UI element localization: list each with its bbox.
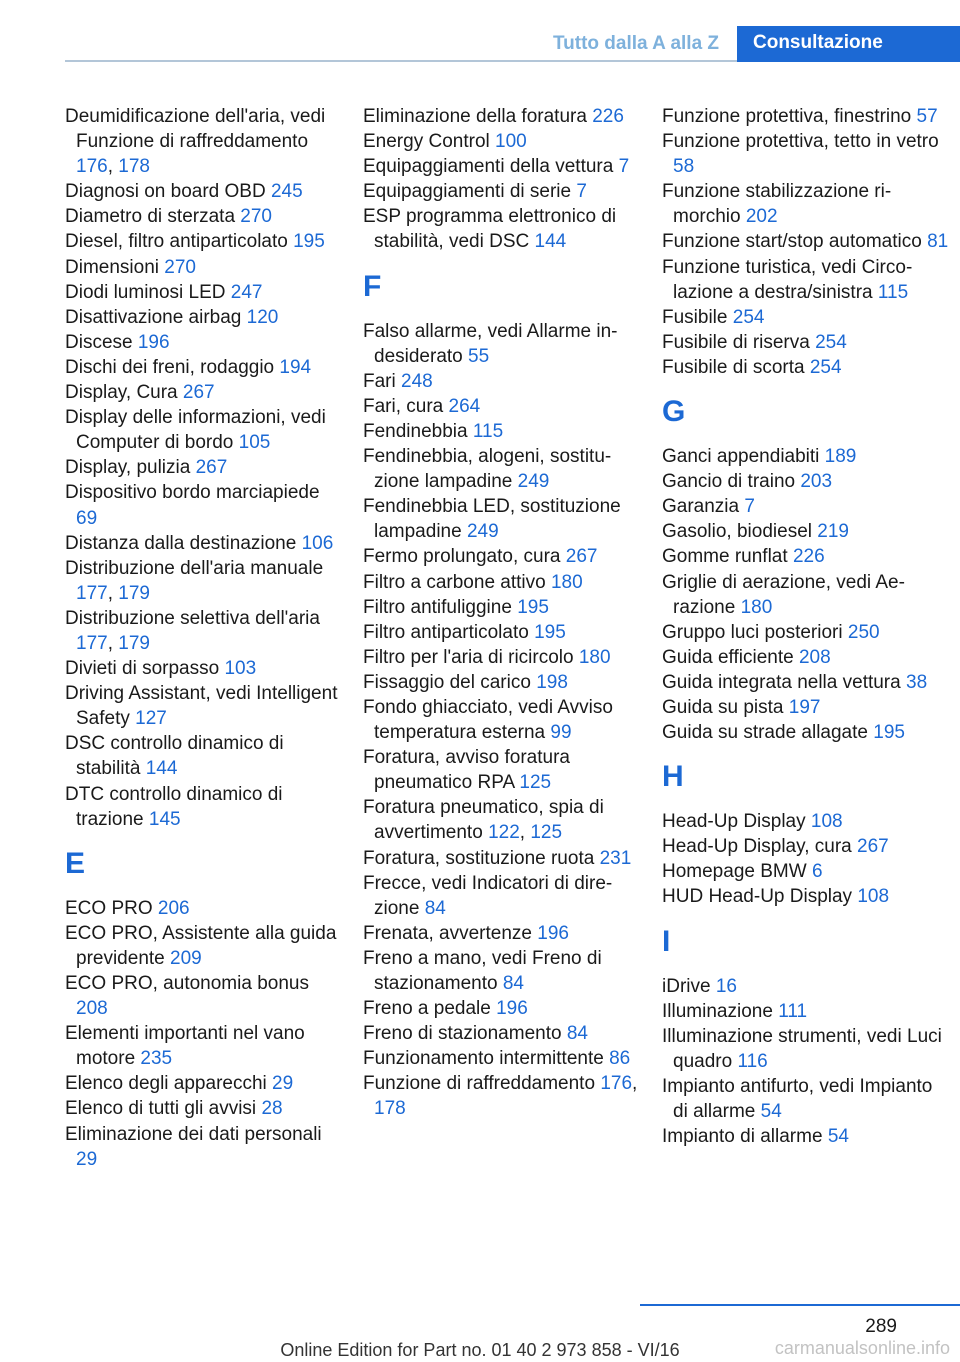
chapter-tab[interactable]: Consultazione xyxy=(737,26,960,62)
index-term: Freno di stazionamento xyxy=(363,1023,562,1045)
index-entry xyxy=(65,681,341,731)
index-entry xyxy=(662,255,952,305)
index-term: HUD Head-Up Display xyxy=(662,886,853,908)
index-entry xyxy=(662,974,952,999)
index-term: Gasolio, biodiesel xyxy=(662,521,812,543)
section-tab[interactable]: Tutto dalla A alla Z xyxy=(552,33,720,54)
index-term: Display, pulizia xyxy=(65,457,191,479)
page-link[interactable]: 270 xyxy=(164,256,196,278)
index-term: Funzione turistica, vedi Circolazione a destra/sinistra xyxy=(662,256,913,303)
index-term: Foratura, sostituzione ruota xyxy=(363,847,595,869)
index-term: Guida efficiente xyxy=(662,646,794,668)
index-entry xyxy=(363,444,639,494)
index-term: Falso allarme, vedi Allarme indesiderato xyxy=(363,320,618,367)
index-term: Elenco di tutti gli avvisi xyxy=(65,1098,257,1120)
watermark: carmanualsonline.info xyxy=(774,1338,950,1358)
page-separator: , xyxy=(519,822,531,844)
index-entry xyxy=(363,1046,639,1071)
index-entry xyxy=(363,695,639,745)
index-entry xyxy=(662,104,952,129)
index-term: Fari xyxy=(363,370,396,392)
index-entry xyxy=(65,896,341,921)
index-column-3 xyxy=(662,104,952,1149)
index-entry xyxy=(65,1071,341,1096)
page-link[interactable]: 55 xyxy=(468,345,490,367)
index-term: Fusibile di scorta xyxy=(662,356,805,378)
index-term: Guida su pista xyxy=(662,696,784,718)
page-number: 289 xyxy=(865,1316,897,1337)
index-entry xyxy=(363,570,639,595)
page-link[interactable]: 125 xyxy=(519,772,552,794)
index-entry xyxy=(662,494,952,519)
index-term: Display delle informazioni, vedi Computer di bordo xyxy=(65,407,326,454)
page-link[interactable]: 198 xyxy=(536,671,568,693)
page-link[interactable]: 122 xyxy=(488,822,520,844)
page-link[interactable]: 120 xyxy=(246,306,279,328)
index-entry xyxy=(662,645,952,670)
index-term: Driving Assistant, vedi Intelligent Safety xyxy=(65,683,338,730)
page-link[interactable]: 16 xyxy=(715,975,737,997)
index-entry xyxy=(65,255,341,280)
index-term: ESP programma elettronico di stabilità, vedi DSC xyxy=(363,206,617,253)
index-entry xyxy=(363,1021,639,1046)
index-entry xyxy=(662,1074,952,1124)
index-term: Illuminazione strumenti, vedi Luci quadro xyxy=(662,1025,942,1072)
section-letter: H xyxy=(662,760,684,794)
page-link[interactable]: 196 xyxy=(496,998,528,1020)
index-entry xyxy=(65,656,341,681)
index-term: Impianto antifurto, vedi Impianto di allarme xyxy=(662,1075,933,1122)
index-entry xyxy=(662,305,952,330)
index-entry xyxy=(662,355,952,380)
index-entry xyxy=(662,544,952,569)
page-link[interactable]: 81 xyxy=(927,231,949,253)
index-term: Elenco degli apparecchi xyxy=(65,1073,267,1095)
footer-rule xyxy=(640,1304,960,1306)
index-entry xyxy=(662,330,952,355)
index-entry xyxy=(65,480,341,530)
page-link[interactable]: 180 xyxy=(578,646,611,668)
page-link[interactable]: 179 xyxy=(118,582,150,604)
index-entry xyxy=(65,204,341,229)
index-entry xyxy=(65,1096,341,1121)
index-term: Fondo ghiacciato, vedi Avviso temperatura esterna xyxy=(363,696,613,744)
index-entry xyxy=(662,670,952,695)
index-entry xyxy=(363,921,639,946)
index-entry xyxy=(662,570,952,620)
page-link[interactable]: 250 xyxy=(847,621,880,643)
page-link[interactable]: 84 xyxy=(566,1023,588,1045)
index-entry xyxy=(662,519,952,544)
index-term: Filtro per l'aria di ricircolo xyxy=(363,646,574,668)
page-link[interactable]: 195 xyxy=(873,722,905,744)
index-term: ECO PRO, autonomia bonus xyxy=(65,973,309,994)
page-link[interactable]: 178 xyxy=(118,156,150,178)
page-link[interactable]: 105 xyxy=(238,432,271,454)
page-link[interactable]: 208 xyxy=(76,998,108,1020)
index-entry xyxy=(363,369,639,394)
index-term: Distribuzione selettiva dell'aria xyxy=(65,607,320,629)
page-link[interactable]: 99 xyxy=(550,722,572,744)
index-entry xyxy=(662,859,952,884)
index-entry xyxy=(363,1071,639,1121)
index-term: Dischi dei freni, rodaggio xyxy=(65,356,275,378)
index-term: Fissaggio del carico xyxy=(363,671,531,693)
page-link[interactable]: 195 xyxy=(293,231,325,253)
page-link[interactable]: 202 xyxy=(745,206,778,228)
index-term: Diagnosi on board OBD xyxy=(65,181,266,203)
index-entry xyxy=(363,394,639,419)
index-term: Frenata, avvertenze xyxy=(363,922,532,944)
index-term: Funzione di raffreddamento xyxy=(363,1073,596,1095)
index-term: Guida su strade allagate xyxy=(662,722,868,744)
index-term: Energy Control xyxy=(363,131,490,153)
index-entry xyxy=(363,846,639,871)
page-link[interactable]: 203 xyxy=(800,471,833,493)
index-entry xyxy=(662,179,952,229)
index-term: Divieti di sorpasso xyxy=(65,658,220,680)
page-link[interactable]: 127 xyxy=(135,708,167,730)
index-entry xyxy=(65,921,341,971)
index-term: DSC controllo dinamico di stabilità xyxy=(65,733,284,780)
index-term: Display, Cura xyxy=(65,382,178,404)
page-link[interactable]: 179 xyxy=(118,632,150,654)
index-entry xyxy=(662,469,952,494)
index-term: Illuminazione xyxy=(662,1000,773,1022)
index-entry xyxy=(363,494,639,544)
index-term: Filtro a carbone attivo xyxy=(363,571,546,593)
index-entry xyxy=(65,179,341,204)
page-link[interactable]: 108 xyxy=(857,886,890,908)
page-link[interactable]: 7 xyxy=(744,496,755,518)
page-separator: , xyxy=(107,156,119,178)
index-term: Freno a mano, vedi Freno di stazionamento xyxy=(363,947,602,994)
index-term: Fusibile xyxy=(662,306,728,328)
page-link[interactable]: 249 xyxy=(517,471,550,493)
page-link[interactable]: 125 xyxy=(530,822,563,844)
index-entry xyxy=(363,104,639,129)
index-term: Homepage BMW xyxy=(662,861,807,883)
page-link[interactable]: 7 xyxy=(576,181,587,203)
index-entry xyxy=(363,795,639,845)
index-term: Filtro antiparticolato xyxy=(363,621,529,643)
index-term: Impianto di allarme xyxy=(662,1126,823,1148)
index-term: Foratura pneumatico, spia di avvertimento xyxy=(363,797,604,844)
index-term: Eliminazione della foratura xyxy=(363,106,587,127)
index-term: Gruppo luci posteriori xyxy=(662,621,843,643)
index-entry xyxy=(363,544,639,569)
index-entry xyxy=(65,1021,341,1071)
page-link[interactable]: 248 xyxy=(401,370,433,392)
page-link[interactable]: 177 xyxy=(76,582,108,604)
index-entry xyxy=(65,1122,341,1172)
page-link[interactable]: 267 xyxy=(195,457,228,479)
page-link[interactable]: 178 xyxy=(374,1098,406,1120)
index-term: Funzionamento intermittente xyxy=(363,1048,604,1070)
index-entry xyxy=(662,809,952,834)
page-link[interactable]: 180 xyxy=(740,596,773,618)
page-link[interactable]: 270 xyxy=(240,206,272,228)
index-term: Funzione protettiva, tetto in vetro xyxy=(662,131,939,153)
page-link[interactable]: 176 xyxy=(600,1073,633,1095)
section-letter: E xyxy=(65,846,86,880)
page-link[interactable]: 197 xyxy=(788,696,821,718)
page-link[interactable]: 219 xyxy=(817,521,849,543)
page-link[interactable]: 111 xyxy=(778,1000,808,1022)
index-entry xyxy=(65,455,341,480)
page-link[interactable]: 231 xyxy=(599,847,632,869)
index-entry xyxy=(65,380,341,405)
index-entry xyxy=(363,204,639,254)
page-link[interactable]: 58 xyxy=(673,156,695,178)
index-entry xyxy=(65,405,341,455)
page-link[interactable]: 176 xyxy=(76,156,108,178)
page-link[interactable]: 226 xyxy=(792,546,825,568)
page-link[interactable]: 145 xyxy=(148,808,181,830)
page-link[interactable]: 84 xyxy=(502,973,524,994)
page-link[interactable]: 29 xyxy=(76,1148,98,1170)
index-term: Griglie di aerazione, vedi Aerazione xyxy=(662,571,905,618)
page-link[interactable]: 115 xyxy=(877,281,909,303)
page-link[interactable]: 177 xyxy=(76,632,108,654)
index-term: Garanzia xyxy=(662,496,740,518)
page-link[interactable]: 235 xyxy=(140,1048,173,1070)
page-link[interactable]: 29 xyxy=(272,1073,294,1095)
index-term: iDrive xyxy=(662,975,711,997)
index-term: Diodi luminosi LED xyxy=(65,281,226,303)
page-link[interactable]: 54 xyxy=(760,1101,782,1122)
page-link[interactable]: 38 xyxy=(906,671,928,693)
index-entry xyxy=(65,355,341,380)
index-entry xyxy=(662,1024,952,1074)
page-link[interactable]: 144 xyxy=(145,758,178,780)
index-term: Equipaggiamenti di serie xyxy=(363,181,572,203)
index-entry xyxy=(65,971,341,1021)
index-term: Head-Up Display xyxy=(662,811,806,833)
index-entry xyxy=(363,996,639,1021)
section-letter: I xyxy=(662,924,671,958)
index-term: Funzione stabilizzazione rimorchio xyxy=(662,181,892,228)
index-entry xyxy=(363,620,639,645)
page-link[interactable]: 144 xyxy=(534,231,567,253)
index-term: Guida integrata nella vettura xyxy=(662,671,901,693)
index-entry xyxy=(363,745,639,795)
index-entry xyxy=(363,595,639,620)
index-entry xyxy=(65,782,341,832)
page-link[interactable]: 245 xyxy=(270,181,303,203)
index-entry xyxy=(662,620,952,645)
page-link[interactable]: 100 xyxy=(495,131,527,153)
page-link[interactable]: 86 xyxy=(609,1048,631,1070)
index-entry xyxy=(662,884,952,909)
page-link[interactable]: 194 xyxy=(279,356,312,378)
page-link[interactable]: 196 xyxy=(137,331,170,353)
index-term: Fendinebbia LED, sostituzione lampadine xyxy=(363,496,621,543)
index-entry xyxy=(363,645,639,670)
page-link[interactable]: 247 xyxy=(230,281,263,303)
page-link[interactable]: 103 xyxy=(224,658,257,680)
edition-footer: Online Edition for Part no. 01 40 2 973 858 - VI/16 xyxy=(280,1340,680,1360)
index-term: ECO PRO xyxy=(65,897,153,919)
page-link[interactable]: 106 xyxy=(301,532,334,554)
index-term: Funzione start/stop automatico xyxy=(662,231,922,253)
index-term: Frecce, vedi Indicatori di direzione xyxy=(363,872,613,919)
page-separator: , xyxy=(632,1073,638,1095)
index-entry xyxy=(65,229,341,254)
index-entry xyxy=(363,154,639,179)
index-entry xyxy=(65,531,341,556)
index-term: Fendinebbia, alogeni, sostituzione lampadine xyxy=(363,446,612,493)
index-entry xyxy=(65,606,341,656)
page-link[interactable]: 6 xyxy=(811,861,823,883)
page-link[interactable]: 195 xyxy=(517,596,549,618)
index-term: Fusibile di riserva xyxy=(662,331,810,353)
index-term: Equipaggiamenti della vettura xyxy=(363,156,614,178)
page-link[interactable]: 206 xyxy=(157,897,190,919)
index-term: DTC controllo dinamico di trazione xyxy=(65,783,283,830)
index-term: Discese xyxy=(65,331,133,353)
page-link[interactable]: 254 xyxy=(815,331,847,353)
index-entry xyxy=(662,1124,952,1149)
page-link[interactable]: 264 xyxy=(448,395,481,417)
index-entry xyxy=(363,419,639,444)
index-term: Distribuzione dell'aria manuale xyxy=(65,557,324,579)
index-entry xyxy=(662,720,952,745)
index-entry xyxy=(363,179,639,204)
page-link[interactable]: 208 xyxy=(798,646,831,668)
page-link[interactable]: 254 xyxy=(732,306,765,328)
page-link[interactable]: 267 xyxy=(182,382,215,404)
page-link[interactable]: 249 xyxy=(466,521,499,543)
index-entry xyxy=(662,229,952,254)
index-entry xyxy=(363,670,639,695)
index-entry xyxy=(65,330,341,355)
page-link[interactable]: 195 xyxy=(534,621,566,643)
page-link[interactable]: 115 xyxy=(472,420,504,442)
page-link[interactable]: 267 xyxy=(857,836,889,858)
index-entry xyxy=(662,834,952,859)
page-link[interactable]: 54 xyxy=(827,1126,849,1148)
page-link[interactable]: 180 xyxy=(550,571,583,593)
page-link[interactable]: 209 xyxy=(170,947,202,969)
page-link[interactable]: 108 xyxy=(810,811,843,833)
page-link[interactable]: 28 xyxy=(261,1098,283,1120)
section-letter: F xyxy=(363,269,382,303)
index-term: Fari, cura xyxy=(363,395,444,417)
index-term: Foratura, avviso foratura pneumatico RPA xyxy=(363,747,570,794)
index-entry xyxy=(662,444,952,469)
page-link[interactable]: 189 xyxy=(824,446,857,468)
index-term: Filtro antifuliggine xyxy=(363,596,512,618)
page-link[interactable]: 267 xyxy=(565,546,598,568)
index-term: Freno a pedale xyxy=(363,998,491,1020)
index-term: Dimensioni xyxy=(65,256,159,278)
page-link[interactable]: 226 xyxy=(592,106,624,127)
index-entry xyxy=(65,305,341,330)
page-link[interactable]: 196 xyxy=(537,922,569,944)
index-entry xyxy=(363,871,639,921)
page-link[interactable]: 84 xyxy=(424,897,446,919)
index-term: Deumidificazione dell'aria, vedi Funzione di raffreddamento xyxy=(65,106,326,153)
index-entry xyxy=(662,999,952,1024)
page-separator: , xyxy=(107,632,119,654)
index-term: Funzione protettiva, finestrino xyxy=(662,106,912,127)
page-link[interactable]: 116 xyxy=(737,1050,768,1072)
page-link[interactable]: 57 xyxy=(916,106,938,127)
index-entry xyxy=(363,129,639,154)
page-separator: , xyxy=(107,582,119,604)
index-term: Dispositivo bordo marciapiede xyxy=(65,482,320,504)
index-term: Diesel, filtro antiparticolato xyxy=(65,231,288,253)
page-link[interactable]: 7 xyxy=(618,156,630,178)
index-term: Diametro di sterzata xyxy=(65,206,236,228)
index-term: Ganci appendiabiti xyxy=(662,446,820,468)
index-column-1 xyxy=(65,104,341,1172)
page-link[interactable]: 254 xyxy=(809,356,842,378)
index-entry xyxy=(662,695,952,720)
section-letter: G xyxy=(662,395,686,429)
index-term: Fermo prolungato, cura xyxy=(363,546,561,568)
index-term: Gancio di traino xyxy=(662,471,796,493)
index-entry xyxy=(363,946,639,996)
index-entry xyxy=(363,319,639,369)
index-entry xyxy=(662,129,952,179)
index-term: Distanza dalla destinazione xyxy=(65,532,297,554)
index-term: Disattivazione airbag xyxy=(65,306,242,328)
page-link[interactable]: 69 xyxy=(76,507,98,529)
index-term: Gomme runflat xyxy=(662,546,788,568)
index-term: Head-Up Display, cura xyxy=(662,836,852,858)
index-term: Elementi importanti nel vano motore xyxy=(65,1023,305,1070)
index-entry xyxy=(65,556,341,606)
index-term: ECO PRO, Assistente alla guida previdente xyxy=(65,922,337,969)
index-column-2 xyxy=(363,104,639,1122)
index-entry xyxy=(65,731,341,781)
index-term: Fendinebbia xyxy=(363,420,468,442)
index-term: Eliminazione dei dati personali xyxy=(65,1123,322,1145)
index-entry xyxy=(65,104,341,179)
index-entry xyxy=(65,280,341,305)
